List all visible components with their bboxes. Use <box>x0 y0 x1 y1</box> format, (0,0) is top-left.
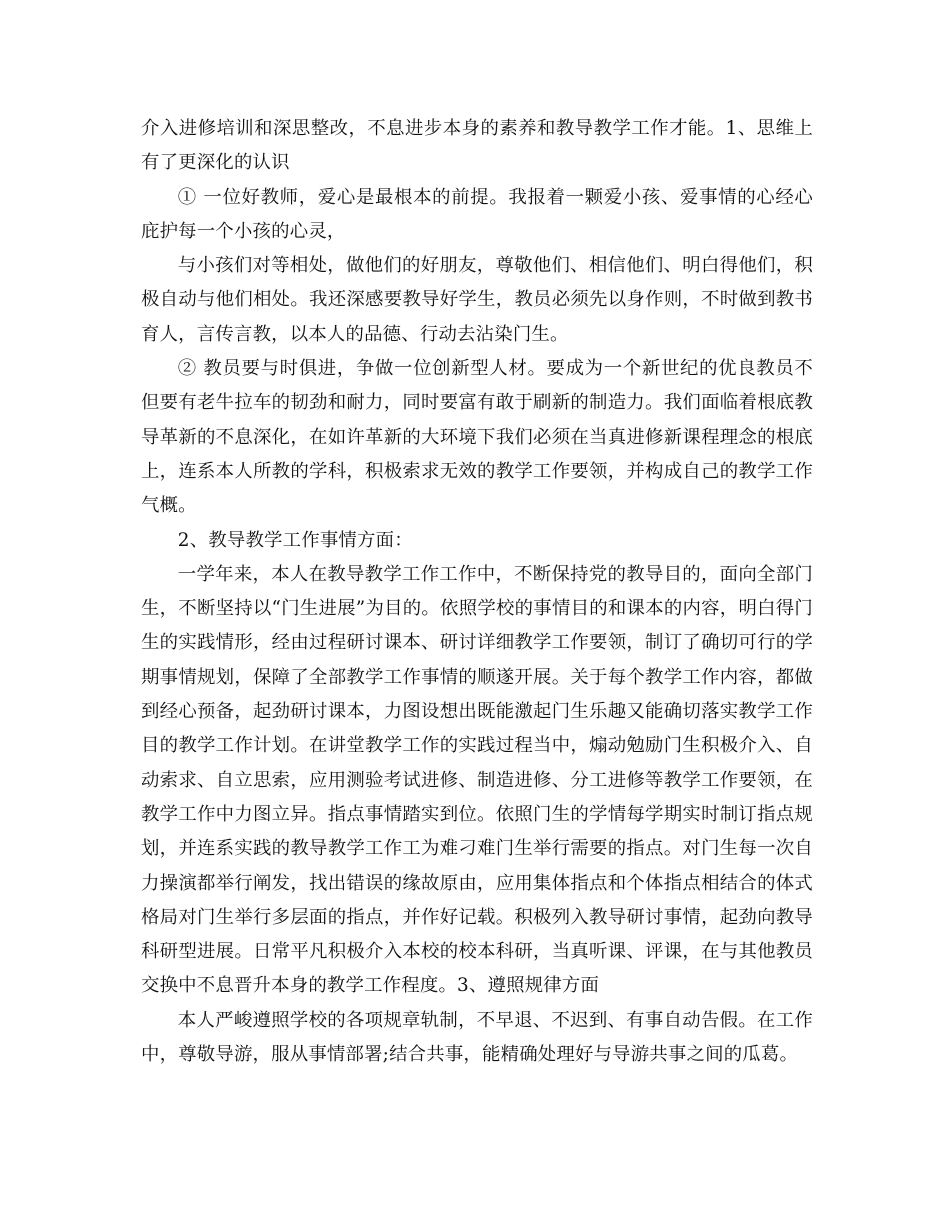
section-heading-2: 2、教导教学工作事情方面： <box>177 529 413 551</box>
paragraph-4: ② 教员要与时俱进，争做一位创新型人材。要成为一个新世纪的优良教员不但要有老牛拉车的韧劲和耐力，同时要富有敢于刷新的制造力。我们面临着根底教导革新的不息深化，在如许革新的大环境下我们必须在当真进修新课程理念的根底上，连系本人所教的学科，积极索求无效的教学工作要领，并构成自己的教学工作气概。 <box>141 358 813 517</box>
paragraph-2: ① 一位好教师，爱心是最根本的前提。我报着一颗爱小孩、爱事情的心经心庇护每一个小孩的心灵， <box>141 186 813 242</box>
paragraph-5: 一学年来，本人在教导教学工作工作中，不断保持党的教导目的，面向全部门生，不断坚持以“门生进展”为目的。依照学校的事情目的和课本的内容，明白得门生的实践情形，经由过程研讨课本、研讨详细教学工作要领，制订了确切可行的学期事情规划，保障了全部教学工作事情的顺遂开展。关于每个教学工作内容，都做到经心预备，起劲研讨课本，力图设想出既能激起门生乐趣又能确切落实教学工作目的教学工作计划。在讲堂教学工作的实践过程当中，煽动勉励门生积极介入、自动索求、自立思索，应用测验考试进修、制造进修、分工进修等教学工作要领，在教学工作中力图立异。指点事情踏实到位。依照门生的学情每学期实时制订指点规划，并连系实践的教导教学工作工为难刁难门生举行需要的指点。对门生每一次自力操演都举行阐发，找出错误的缘故原由，应用集体指点和个体指点相结合的体式格局对门生举行多层面的指点，并作好记载。积极列入教导研讨事情，起劲向教导科研型进展。日常平凡积极介入本校的校本科研，当真听课、评课，在与其他教员交换中不息晋升本身的教学工作程度。3、遵照规律方面 <box>141 563 813 997</box>
paragraph-1: 介入进修培训和深思整改，不息进步本身的素养和教导教学工作才能。1、思维上有了更深化的认识 <box>141 118 813 174</box>
paragraph-3: 与小孩们对等相处，做他们的好朋友，尊敬他们、相信他们、明白得他们，积极自动与他们相处。我还深感要教导好学生，教员必须先以身作则，不时做到教书育人，言传言教，以本人的品德、行动去沾染门生。 <box>141 255 813 345</box>
paragraph-6: 本人严峻遵照学校的各项规章轨制，不早退、不迟到、有事自动告假。在工作中，尊敬导游，服从事情部署;结合共事，能精确处理好与导游共事之间的瓜葛。 <box>141 1009 813 1066</box>
document-body <box>141 112 813 1072</box>
